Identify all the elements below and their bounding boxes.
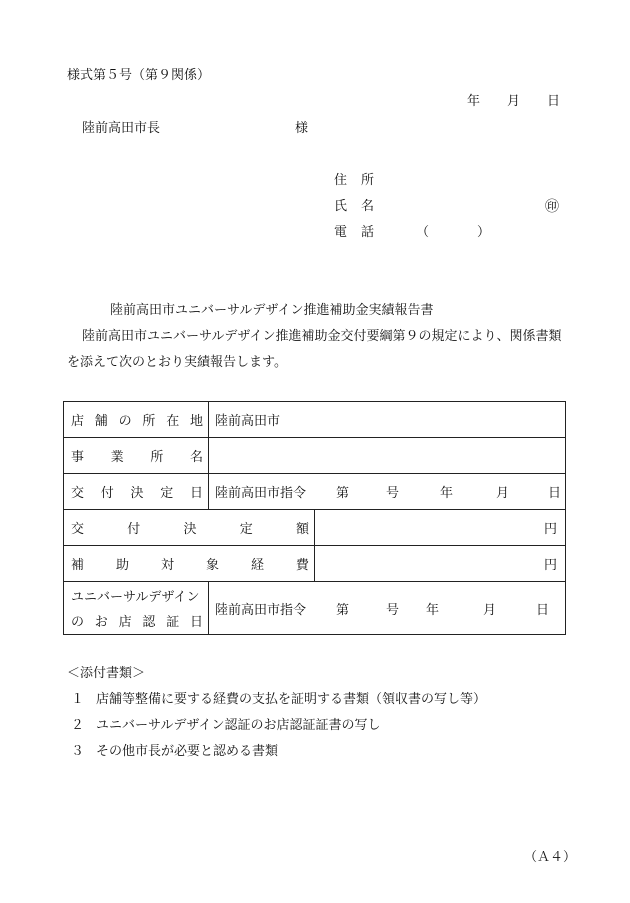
body-line-1: 陸前高田市ユニバーサルデザイン推進補助金交付要綱第９の規定により、関係書類: [82, 329, 562, 344]
date-day: 日: [536, 602, 550, 618]
addressee-honorific: 様: [295, 121, 309, 136]
ud-cert-label-line2: の お 店 認 証 日: [71, 615, 203, 630]
attachments-heading: ＜添付書類＞: [67, 666, 146, 681]
ud-cert-date-label: [64, 582, 209, 634]
directive-prefix: 陸前高田市指令: [215, 602, 307, 618]
store-location-label: 店 舗 の 所 在 地: [64, 402, 209, 437]
phone-label: 電 話: [334, 225, 374, 240]
address-label: 住 所: [334, 173, 374, 188]
yen-unit: 円: [543, 558, 557, 573]
attachment-3-number: ３: [71, 744, 85, 759]
directive-go: 号: [386, 602, 400, 618]
grant-decision-amount-label: 交 付 決 定 額: [64, 510, 315, 545]
directive-dai: 第: [336, 602, 350, 618]
business-name-label: 事 業 所 名: [64, 438, 209, 473]
row-business-name: [64, 438, 565, 474]
attachment-1-number: １: [71, 692, 85, 707]
row-eligible-expenses: [64, 546, 565, 582]
business-name-value[interactable]: [209, 438, 565, 473]
attachment-3-text: その他市長が必要と認める書類: [96, 744, 279, 759]
date-month: 月: [496, 486, 510, 501]
paper-size: （Ａ４）: [524, 850, 577, 865]
document-title: 陸前高田市ユニバーサルデザイン推進補助金実績報告書: [110, 303, 434, 318]
body-line-2: を添えて次のとおり実績報告します。: [67, 355, 287, 370]
store-location-value[interactable]: 陸前高田市: [215, 414, 281, 429]
date-month: 月: [483, 602, 497, 618]
row-grant-decision-date: [64, 474, 565, 510]
phone-paren-open: （: [416, 225, 430, 240]
eligible-expenses-value[interactable]: [315, 546, 565, 581]
grant-decision-date-value[interactable]: [209, 474, 565, 509]
date-day-label: 日: [547, 94, 561, 109]
ud-cert-label-line1: ユニバーサルデザイン: [71, 590, 200, 605]
phone-paren-close: ）: [477, 225, 491, 240]
date-month-label: 月: [507, 94, 521, 109]
ud-cert-date-value[interactable]: [209, 582, 565, 634]
date-year: 年: [426, 602, 440, 618]
attachment-1-text: 店舗等整備に要する経費の支払を証明する書類（領収書の写し等）: [96, 692, 487, 707]
seal-mark: ㊞: [545, 199, 559, 215]
date-year: 年: [440, 486, 454, 501]
row-ud-cert-date: [64, 582, 565, 634]
row-grant-decision-amount: [64, 510, 565, 546]
directive-go: 号: [386, 486, 400, 501]
directive-dai: 第: [336, 486, 350, 501]
row-store-location: [64, 402, 565, 438]
addressee-name: 陸前高田市長: [82, 121, 161, 136]
grant-decision-amount-value[interactable]: [315, 510, 565, 545]
attachment-2-number: ２: [71, 718, 85, 733]
form-number: 様式第５号（第９関係）: [67, 68, 211, 83]
date-line: [462, 94, 560, 110]
yen-unit: 円: [543, 522, 557, 537]
report-table: [63, 401, 566, 635]
directive-prefix: 陸前高田市指令: [215, 486, 307, 501]
eligible-expenses-label: 補 助 対 象 経 費: [64, 546, 315, 581]
date-year-label: 年: [467, 94, 481, 109]
grant-decision-date-label: 交 付 決 定 日: [64, 474, 209, 509]
date-day: 日: [548, 486, 562, 501]
attachment-2-text: ユニバーサルデザイン認証のお店認証証書の写し: [96, 718, 381, 733]
name-label: 氏 名: [334, 199, 374, 214]
